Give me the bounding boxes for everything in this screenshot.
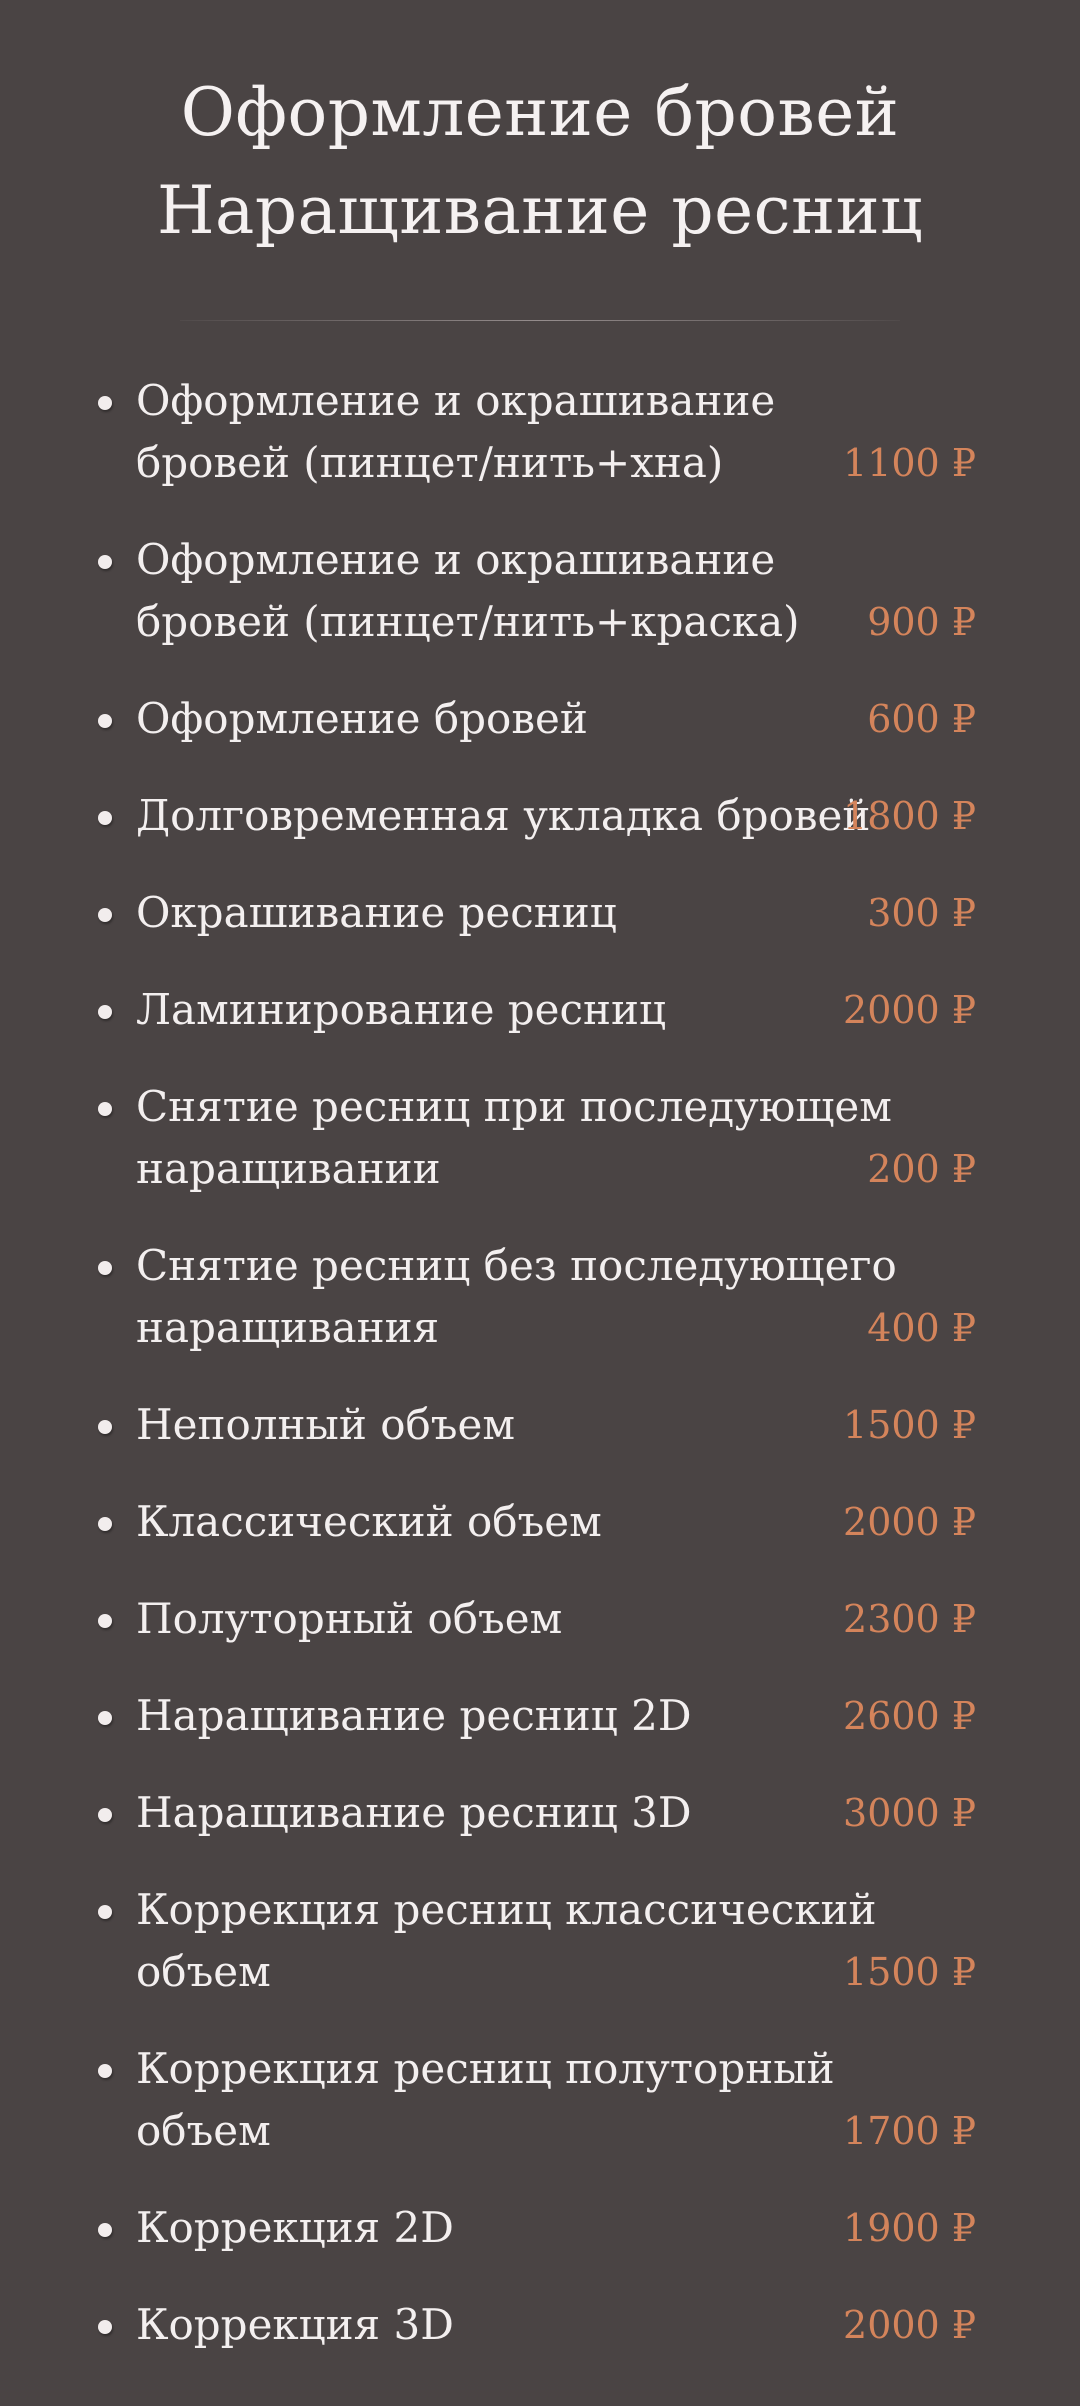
service-price: 1100 ₽ <box>843 441 976 485</box>
bullet-icon <box>98 1005 112 1019</box>
service-name-line: бровей (пинцет/нить+хна) <box>136 438 724 487</box>
service-price: 1500 ₽ <box>843 1950 976 1994</box>
service-price: 3000 ₽ <box>843 1791 976 1835</box>
bullet-icon <box>98 2064 112 2078</box>
service-item <box>98 1782 998 1844</box>
service-price: 2600 ₽ <box>843 1694 976 1738</box>
service-item <box>98 1076 998 1200</box>
service-item <box>98 688 998 750</box>
bullet-icon <box>98 1420 112 1434</box>
service-price: 1800 ₽ <box>843 794 976 838</box>
service-price: 1900 ₽ <box>843 2206 976 2250</box>
service-name-line: Оформление и окрашивание <box>136 535 776 584</box>
service-name-line: Ламинирование ресниц <box>136 985 667 1034</box>
bullet-icon <box>98 1261 112 1275</box>
service-name-line: Снятие ресниц без последующего <box>136 1241 897 1290</box>
service-name-line: Коррекция ресниц полуторный <box>136 2044 835 2093</box>
title-divider <box>180 320 900 321</box>
service-item <box>98 1685 998 1747</box>
bullet-icon <box>98 1711 112 1725</box>
service-item <box>98 882 998 944</box>
service-name-line: объем <box>136 2106 271 2155</box>
bullet-icon <box>98 1102 112 1116</box>
service-name-line: Классический объем <box>136 1497 602 1546</box>
service-price: 1700 ₽ <box>843 2109 976 2153</box>
service-item <box>98 529 998 653</box>
service-item <box>98 2294 998 2356</box>
service-price: 300 ₽ <box>867 891 976 935</box>
service-name-line: Коррекция ресниц классический <box>136 1885 877 1934</box>
service-price: 200 ₽ <box>867 1147 976 1191</box>
service-item <box>98 979 998 1041</box>
service-price: 600 ₽ <box>867 697 976 741</box>
service-price: 2000 ₽ <box>843 1500 976 1544</box>
bullet-icon <box>98 811 112 825</box>
service-name-line: Полуторный объем <box>136 1594 563 1643</box>
bullet-icon <box>98 1905 112 1919</box>
bullet-icon <box>98 555 112 569</box>
service-name-line: бровей (пинцет/нить+краска) <box>136 597 800 646</box>
service-item <box>98 1879 998 2003</box>
service-item <box>98 785 998 847</box>
bullet-icon <box>98 2223 112 2237</box>
page-title-line-1: Оформление бровей <box>180 74 900 151</box>
bullet-icon <box>98 908 112 922</box>
service-item <box>98 2038 998 2162</box>
bullet-icon <box>98 1614 112 1628</box>
service-item <box>98 370 998 494</box>
service-name-line: наращивании <box>136 1144 441 1193</box>
service-price: 900 ₽ <box>867 600 976 644</box>
service-name-line: объем <box>136 1947 271 1996</box>
service-price: 400 ₽ <box>867 1306 976 1350</box>
bullet-icon <box>98 1517 112 1531</box>
service-item <box>98 1491 998 1553</box>
service-item <box>98 1394 998 1456</box>
service-item <box>98 2197 998 2259</box>
bullet-icon <box>98 396 112 410</box>
bullet-icon <box>98 714 112 728</box>
page-title <box>0 64 1080 260</box>
service-price: 2000 ₽ <box>843 2303 976 2347</box>
service-name-line: Оформление и окрашивание <box>136 376 776 425</box>
service-item <box>98 1235 998 1359</box>
service-name-line: Наращивание ресниц 3D <box>136 1788 692 1837</box>
service-price: 1500 ₽ <box>843 1403 976 1447</box>
service-price: 2000 ₽ <box>843 988 976 1032</box>
service-name-line: Долговременная укладка бровей <box>136 791 871 840</box>
page-title-line-2: Наращивание ресниц <box>156 172 924 249</box>
service-name-line: Оформление бровей <box>136 694 588 743</box>
service-name-line: Наращивание ресниц 2D <box>136 1691 692 1740</box>
service-name-line: Коррекция 3D <box>136 2300 454 2349</box>
service-name-line: Окрашивание ресниц <box>136 888 617 937</box>
service-name-line: Снятие ресниц при последующем <box>136 1082 892 1131</box>
service-price: 2300 ₽ <box>843 1597 976 1641</box>
bullet-icon <box>98 1808 112 1822</box>
service-item <box>98 1588 998 1650</box>
bullet-icon <box>98 2320 112 2334</box>
service-name-line: Неполный объем <box>136 1400 516 1449</box>
service-name-line: наращивания <box>136 1303 440 1352</box>
service-name-line: Коррекция 2D <box>136 2203 454 2252</box>
